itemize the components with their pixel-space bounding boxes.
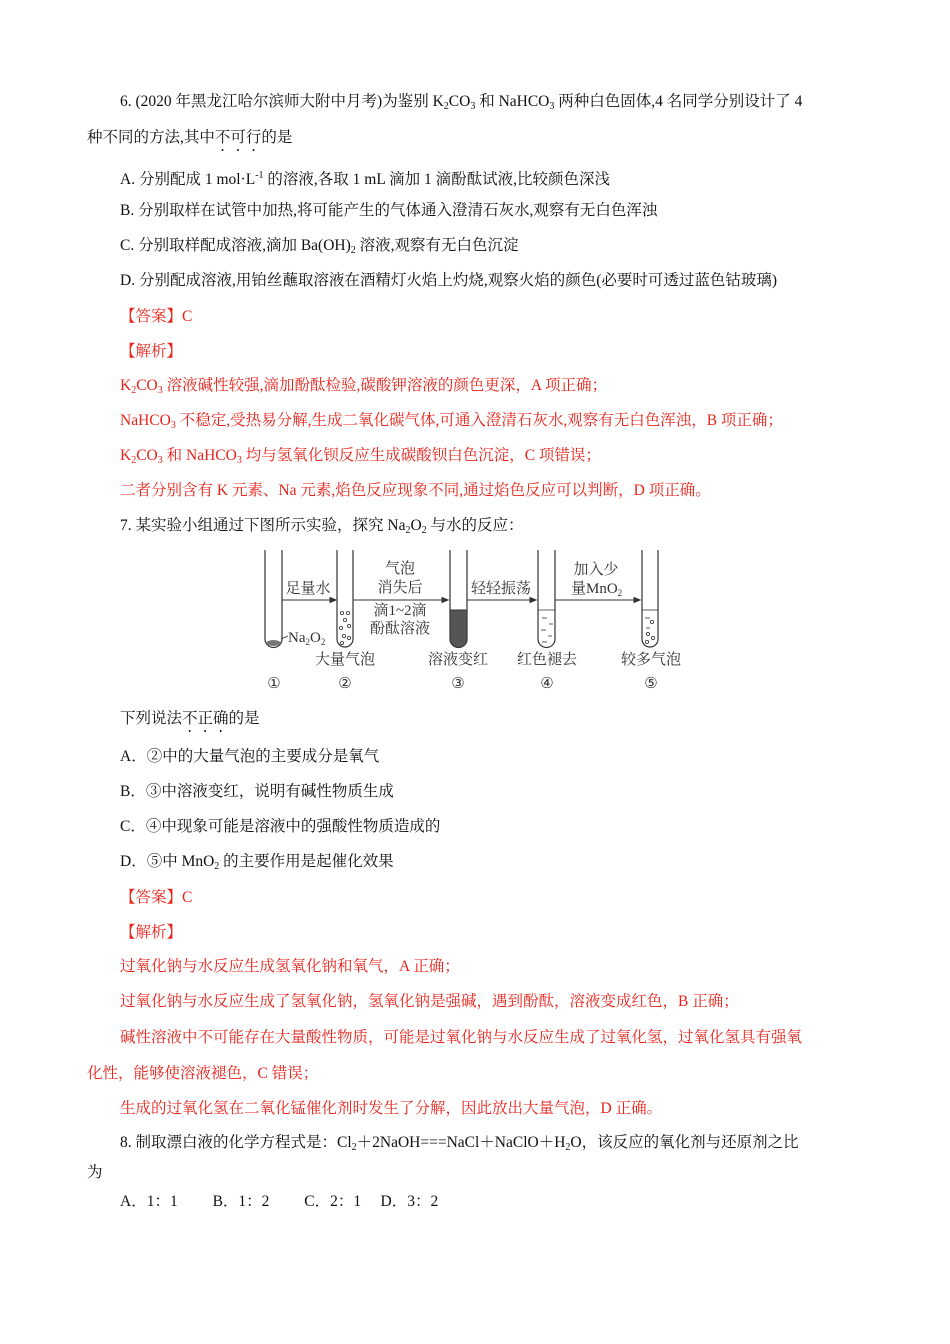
subscript-text: 2 [350,245,356,256]
text-segment: C. 分别取样配成溶液,滴加 Ba(OH) [120,237,351,254]
question-text-line [120,852,394,877]
text-segment: 的是 [261,129,293,146]
text-segment: 和 NaHCO [475,93,550,110]
answer-text-line [120,446,601,471]
answer-text-line [120,1099,662,1119]
subscript-text: 3 [157,455,163,466]
text-segment: 不稳定,受热易分解,生成二氧化碳气体,可通入澄清石灰水,观察有无白色浑浊，B 项正确； [175,412,783,429]
question-text-line [120,1192,438,1212]
subscript-text: 2 [131,455,137,466]
subscript-text: 3 [157,385,163,396]
na2o2-label: $Na_2O_2$ [288,630,326,647]
answer-text-line [120,923,182,943]
text-segment: 6. (2020 年黑龙江哈尔滨师大附中月考)为鉴别 K [120,93,444,110]
step-number-3: ③ [451,676,465,692]
step2-label-line4: 酚酞溶液 [369,621,431,637]
text-segment: 溶液,观察有无白色沉淀 [355,237,519,254]
answer-text-line [120,1028,802,1048]
text-segment: K [120,377,132,394]
subscript-text: 2 [421,525,427,536]
step4-label-line1: 加入少 [573,562,619,578]
step-number-5: ⑤ [644,676,658,692]
red-solution [450,610,467,648]
text-segment: 【解析】 [120,343,183,360]
text-segment: 【答案】C [120,308,193,325]
question-text-line [120,92,802,117]
answer-text-line [120,342,182,362]
text-segment: 的是 [228,710,260,727]
text-segment: 8. 制取漂白液的化学方程式是：Cl [120,1134,352,1151]
subscript-text: 3 [470,101,476,112]
answer-text-line [120,307,192,327]
text-segment: D．⑤中 MnO [120,853,215,870]
text-segment: 化性，能够使溶液褪色，C 错误； [87,1065,319,1082]
na2o2-powder [267,640,281,646]
step-number-4: ④ [540,676,554,692]
question-text-line [120,1133,799,1158]
question-text-line [120,236,519,261]
subscript-text: 2 [131,385,137,396]
text-segment: B．③中溶液变红，说明有碱性物质生成 [120,783,394,800]
test-tube-1 [265,550,282,648]
text-segment: 与水的反应： [426,517,524,534]
bubbles-tube-2 [339,611,350,644]
text-segment: CO [448,93,471,110]
observation-2: 大量气泡 [314,652,376,668]
step2-label-line2: 消失后 [377,580,423,596]
answer-text-line [120,992,739,1012]
question-text-line [120,166,610,190]
text-segment: D. 分别配成溶液,用铂丝蘸取溶液在酒精灯火焰上灼烧,观察火焰的颜色(必要时可透过蓝色钴玻璃) [120,272,778,289]
emphasized-text: 不正确 [182,710,229,727]
text-segment: NaHCO [120,412,171,429]
subscript-text: 2 [443,101,449,112]
test-tube-4 [538,550,555,648]
question-text-line [120,747,379,767]
text-segment: 溶液碱性较强,滴加酚酞检验,碳酸钾溶液的颜色更深，A 项正确； [162,377,608,394]
test-tube-2 [337,550,353,647]
text-segment: 碱性溶液中不可能存在大量酸性物质，可能是过氧化钠与水反应生成了过氧化氢，过氧化氢具有强氧 [120,1029,803,1046]
text-segment: 的溶液,各取 1 mL 滴加 1 滴酚酞试液,比较颜色深浅 [263,171,610,188]
observation-4: 红色褪去 [516,652,578,668]
text-segment: CO [136,447,158,464]
step1-label: 足量水 [285,581,331,597]
text-segment: 生成的过氧化氢在二氧化锰催化剂时发生了分解，因此放出大量气泡，D 正确。 [120,1100,663,1117]
text-segment: 均与氢氧化钡反应生成碳酸钡白色沉淀，C 项错误； [241,447,601,464]
text-segment: CO [136,377,158,394]
step2-label-line1: 气泡 [384,561,416,577]
text-segment: 二者分别含有 K 元素、Na 元素,焰色反应现象不同,通过焰色反应可以判断，D 项正确。 [120,482,711,499]
subscript-text: 2 [214,861,220,872]
text-segment: 7. 某实验小组通过下图所示实验，探究 Na [120,517,406,534]
text-segment: O [410,517,422,534]
text-segment: A. 分别配成 1 mol·L [120,171,256,188]
text-segment: K [120,447,132,464]
text-segment: 过氧化钠与水反应生成了氢氧化钠，氢氧化钠是强碱，遇到酚酞，溶液变成红色，B 正确； [120,993,739,1010]
question-text-line [120,817,440,837]
emphasized-text: 不可行 [214,129,262,146]
question-text-line [120,782,394,802]
text-segment: B. 分别取样在试管中加热,将可能产生的气体通入澄清石灰水,观察有无白色浑浊 [120,202,658,219]
step4-label-line2: 量MnO$_2$ [571,581,623,598]
text-segment: O，该反应的氧化剂与还原剂之比 [570,1134,799,1151]
answer-text-line [120,376,607,401]
text-segment: ＋2NaOH===NaCl＋NaClO＋H [356,1134,566,1151]
text-segment: C．④中现象可能是溶液中的强酸性物质造成的 [120,818,441,835]
subscript-text: 3 [549,101,555,112]
observation-5: 较多气泡 [620,652,682,668]
test-tube-5 [642,550,658,647]
text-segment: 过氧化钠与水反应生成氢氧化钠和氧气，A 正确； [120,958,460,975]
subscript-text: 3 [170,420,176,431]
text-segment: A．1：1 B．1：2 C．2：1 D．3：2 [120,1193,439,1210]
question-text-line [120,709,260,736]
answer-text-line [120,411,783,436]
question-text-line [120,516,524,541]
subscript-text: 2 [405,525,411,536]
text-segment: 的主要作用是起催化效果 [219,853,394,870]
step-number-2: ② [338,676,352,692]
supscript-text: -1 [255,170,264,181]
answer-text-line [120,481,711,501]
text-segment: 两种白色固体,4 名同学分别设计了 4 [554,93,803,110]
step-number-1: ① [267,676,281,692]
question-text-line [87,1163,103,1183]
subscript-text: 2 [351,1142,357,1153]
text-segment: 【答案】C [120,889,193,906]
question-text-line [87,128,292,155]
step2-label-line3: 滴1~2滴 [373,603,427,619]
liquid-tube-4 [538,610,555,642]
text-segment: 下列说法 [120,710,183,727]
answer-text-line [87,1064,318,1084]
step3-label: 轻轻振荡 [470,581,532,597]
question-text-line [120,271,777,291]
experiment-diagram [250,540,700,695]
text-segment: 种不同的方法,其中 [87,129,215,146]
text-segment: 为 [87,1164,103,1181]
subscript-text: 2 [565,1142,571,1153]
text-segment: A．②中的大量气泡的主要成分是氧气 [120,748,380,765]
bubbles-tube-5 [642,610,658,644]
answer-text-line [120,957,460,977]
arrows [282,598,640,603]
text-segment: 【解析】 [120,924,183,941]
question-text-line [120,201,657,221]
observation-3: 溶液变红 [427,652,489,668]
subscript-text: 3 [236,455,242,466]
answer-text-line [120,888,192,908]
text-segment: 和 NaHCO [162,447,237,464]
